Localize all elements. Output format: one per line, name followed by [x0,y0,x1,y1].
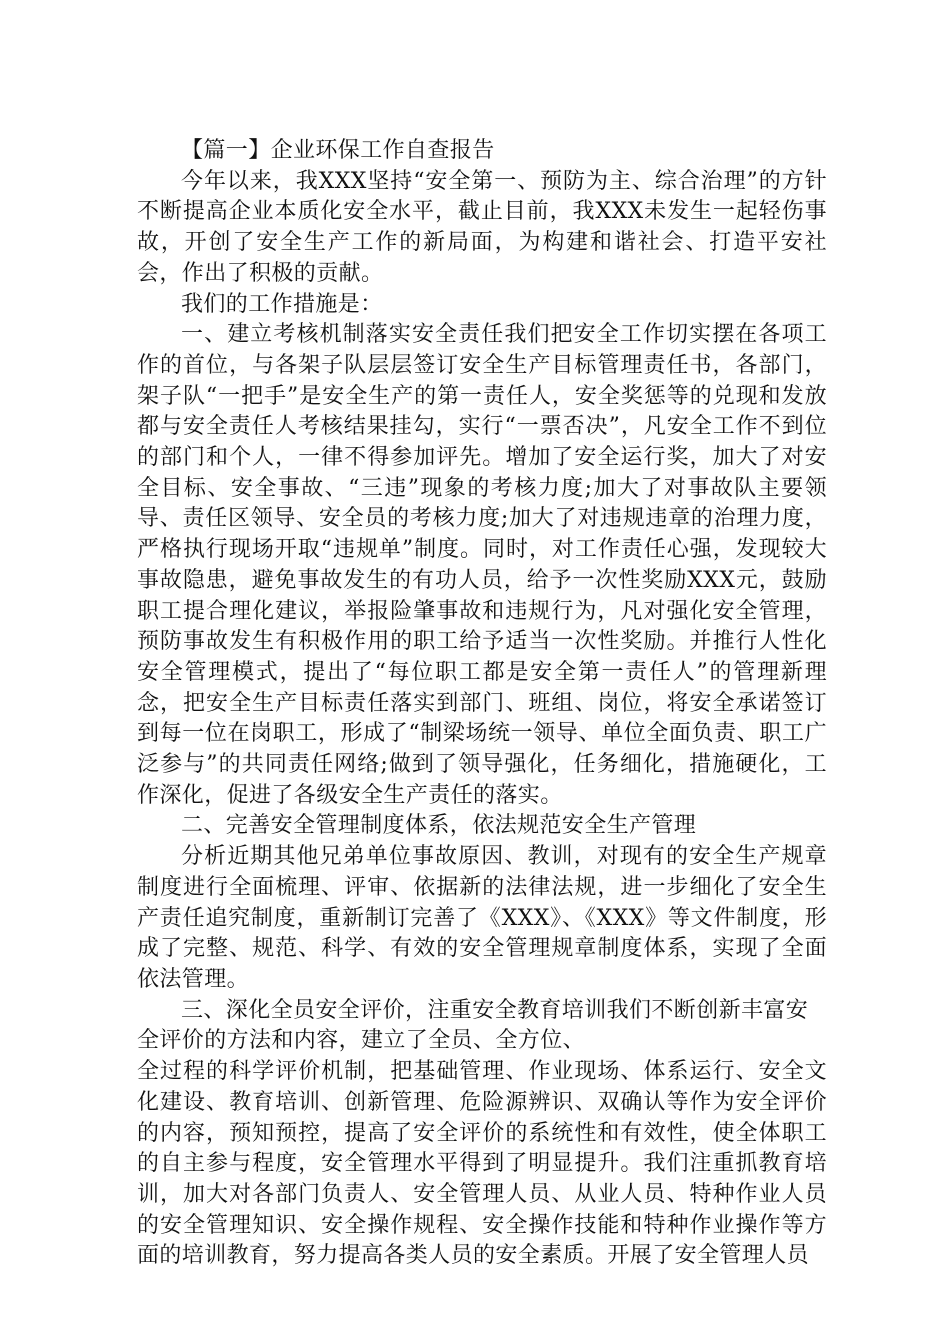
document-title: 【篇一】企业环保工作自查报告 [181,138,495,163]
paragraph-intro: 今年以来，我XXX坚持“安全第一、预防为主、综合治理”的方针不断提高企业本质化安全水平，截止目前，我XXX未发生一起轻伤事故，开创了安全生产工作的新局面，为构建和谐社会、打造平安社会，作出了积极的贡献。 [137,168,827,286]
paragraph-section-three-line: 全评价的方法和内容，建立了全员、全方位、 [137,1028,586,1054]
paragraph-measures-heading: 我们的工作措施是： [181,291,383,317]
paragraph-section-three-heading: 三、深化全员安全评价，注重安全教育培训我们不断创新丰富安 [181,997,809,1023]
paragraph-section-two-heading: 二、完善安全管理制度体系，依法规范安全生产管理 [181,813,697,839]
document-body [137,136,827,1272]
paragraph-section-one: 一、建立考核机制落实安全责任我们把安全工作切实摆在各项工作的首位，与各架子队层层签订安全生产目标管理责任书，各部门，架子队“一把手”是安全生产的第一责任人，安全奖惩等的兑现和发放都与安全责任人考核结果挂勾，实行“一票否决”，凡安全工作不到位的部门和个人，一律不得参加评先。增加了安全运行奖，加大了对安全目标、安全事故、“三违”现象的考核力度;加大了对事故队主要领导、责任区领导、安全员的考核力度;加大了对违规违章的治理力度，严格执行现场开取“违规单”制度。同时，对工作责任心强，发现较大事故隐患，避免事故发生的有功人员，给予一次性奖励XXX元，鼓励职工提合理化建议，举报险肇事故和违规行为，凡对强化安全管理，预防事故发生有积极作用的职工给予适当一次性奖励。并推行人性化安全管理模式，提出了“每位职工都是安全第一责任人”的管理新理念，把安全生产目标责任落实到部门、班组、岗位，将安全承诺签订到每一位在岗职工，形成了“制梁场统一领导、单位全面负责、职工广泛参与”的共同责任网络;做到了领导强化，任务细化，措施硬化，工作深化，促进了各级安全生产责任的落实。 [137,322,827,808]
paragraph-section-three-body: 全过程的科学评价机制，把基础管理、作业现场、体系运行、安全文化建设、教育培训、创新管理、危险源辨识、双确认等作为安全评价的内容，预知预控，提高了安全评价的系统性和有效性，使全体职工的自主参与程度，安全管理水平得到了明显提升。我们注重抓教育培训，加大对各部门负责人、安全管理人员、从业人员、特种作业人员的安全管理知识、安全操作规程、安全操作技能和特种作业操作等方面的培训教育，努力提高各类人员的安全素质。开展了安全管理人员 [137,1059,827,1269]
paragraph-section-two-body: 分析近期其他兄弟单位事故原因、教训，对现有的安全生产规章制度进行全面梳理、评审、依据新的法律法规，进一步细化了安全生产责任追究制度，重新制订完善了《XXX》、《XXX》等文件制度，形成了完整、规范、科学、有效的安全管理规章制度体系，实现了全面依法管理。 [137,844,827,992]
